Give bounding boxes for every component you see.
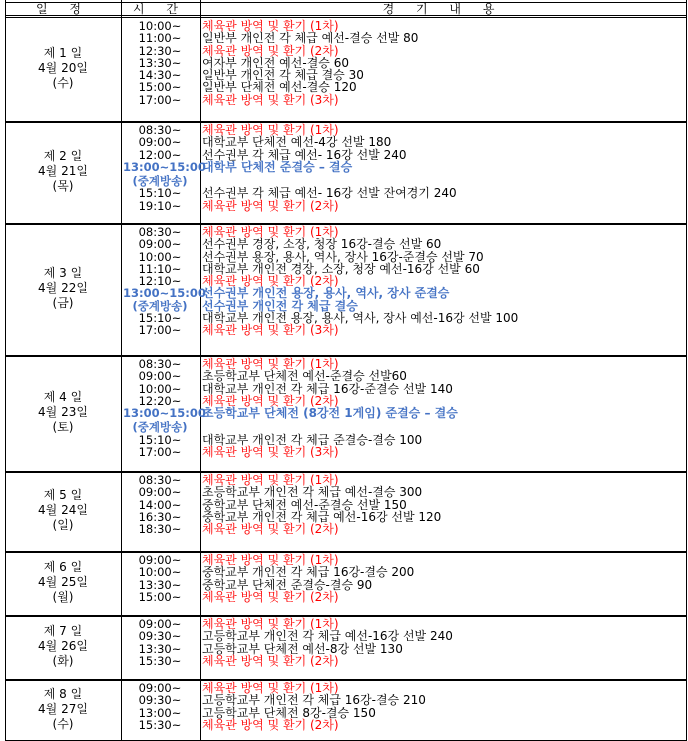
- time-slot: 13:30~: [138, 55, 182, 70]
- header-time: 시 간: [133, 2, 187, 16]
- time-slot: 15:10~: [138, 311, 182, 326]
- disinfection-event: 체육관 방역 및 환기 (1차): [202, 681, 339, 695]
- day-cell: [6, 46, 120, 91]
- time-slot: 14:30~: [138, 68, 182, 83]
- time-slot: (중계방송): [132, 298, 188, 313]
- time-column: [123, 357, 206, 460]
- day-cell: [6, 149, 120, 194]
- time-slot: 09:30~: [138, 629, 182, 644]
- event-column: [202, 554, 684, 603]
- time-slot: 09:00~: [138, 681, 182, 695]
- day-weekday: (일): [52, 518, 74, 532]
- time-slot: 10:00~: [138, 381, 182, 396]
- header-events: 경 기 내 용: [382, 2, 504, 16]
- day-cell: [6, 488, 120, 533]
- time-slot: 14:00~: [138, 497, 182, 512]
- day-weekday: (목): [52, 179, 74, 193]
- time-slot: 13:30~: [138, 641, 182, 656]
- time-slot: 19:10~: [138, 198, 182, 213]
- day-cell: [6, 390, 120, 435]
- day-label: 제 8 일: [43, 686, 83, 701]
- match-event: 중학교부 단체전 준결승-결승 90: [202, 577, 373, 592]
- time-slot: 13:00~: [138, 705, 182, 720]
- event-column: [202, 20, 684, 106]
- time-column: [123, 554, 197, 603]
- time-slot: 08:30~: [138, 225, 182, 239]
- time-slot: 15:00~: [138, 589, 182, 604]
- time-slot: 12:00~: [138, 147, 182, 162]
- time-slot: 09:30~: [138, 693, 182, 708]
- event-column: [202, 618, 684, 667]
- match-event: 중학교부 단체전 예선-준결승 선발 150: [202, 497, 407, 512]
- match-event: 고등학교부 단체전 예선-8강 선발 130: [202, 641, 403, 656]
- match-event: 선수권부 각 체급 예선- 16강 선발 240: [202, 147, 407, 162]
- time-slot: 13:30~: [138, 577, 182, 592]
- match-event: 선수권부 개인전 용장, 용사, 역사, 장사 준결승: [202, 286, 450, 301]
- row-divider: [5, 224, 686, 225]
- time-slot: 13:00~15:00: [123, 159, 206, 174]
- time-slot: 15:10~: [138, 432, 182, 447]
- disinfection-event: 체육관 방역 및 환기 (3차): [202, 323, 339, 338]
- time-slot: 10:00~: [138, 249, 182, 264]
- match-event: 일반부 개인전 각 체급 예선-결승 선발 80: [202, 31, 419, 46]
- time-slot: 09:00~: [138, 237, 182, 252]
- disinfection-event: 체육관 방역 및 환기 (2차): [202, 393, 339, 408]
- event-column: [202, 124, 684, 212]
- row-divider: [5, 122, 686, 123]
- day-label: 제 4 일: [43, 390, 83, 404]
- event-column: [202, 474, 684, 535]
- match-event: 초등학교부 단체전 (8강전 1게임) 준결승 – 결승: [202, 406, 458, 421]
- time-slot: 17:00~: [138, 323, 182, 338]
- time-slot: 09:00~: [138, 617, 182, 631]
- day-date: 4월 26일: [38, 639, 88, 653]
- row-divider: [5, 472, 686, 473]
- day-weekday: (토): [52, 420, 74, 434]
- time-slot: 15:10~: [138, 186, 182, 201]
- match-event: 대학교부 개인전 각 체급 준결승-결승 100: [202, 432, 423, 447]
- day-label: 제 3 일: [43, 266, 83, 280]
- disinfection-event: 체육관 방역 및 환기 (2차): [202, 653, 339, 668]
- time-slot: 08:30~: [138, 473, 182, 487]
- day-date: 4월 21일: [38, 164, 88, 178]
- time-slot: 09:00~: [138, 369, 182, 384]
- time-slot: 13:00~15:00: [123, 406, 206, 421]
- disinfection-event: 체육관 방역 및 환기 (1차): [202, 19, 339, 33]
- event-column: [202, 358, 684, 458]
- time-column: [123, 618, 197, 667]
- match-event: 고등학교부 단체전 8강-결승 150: [202, 705, 376, 720]
- time-slot: (중계방송): [132, 174, 188, 189]
- disinfection-event: 체육관 방역 및 환기 (2차): [202, 589, 339, 604]
- day-weekday: (금): [52, 296, 74, 310]
- match-event: 일반부 개인전 각 체급 결승 30: [202, 68, 364, 83]
- day-weekday: (화): [52, 654, 74, 668]
- match-event: 대학교부 개인전 용장, 용사, 역사, 장사 예선-16강 선발 100: [202, 311, 519, 326]
- day-label: 제 2 일: [43, 149, 83, 163]
- match-event: 초등학교부 단체전 예선-준결승 선발60: [202, 369, 407, 384]
- header-divider: [5, 15, 686, 18]
- time-slot: 17:00~: [138, 445, 182, 460]
- match-event: 중학교부 개인전 각 체급 16강-결승 200: [202, 565, 415, 580]
- day-cell: [6, 266, 120, 311]
- day-date: 4월 27일: [38, 701, 88, 716]
- time-slot: 09:00~: [138, 135, 182, 150]
- column-divider: [200, 0, 201, 741]
- disinfection-event: 체육관 방역 및 환기 (3차): [202, 445, 339, 460]
- row-divider: [5, 680, 686, 681]
- time-slot: 08:30~: [138, 357, 182, 371]
- time-slot: 12:10~: [138, 274, 182, 289]
- time-slot: 15:30~: [138, 653, 182, 668]
- day-label: 제 7 일: [43, 624, 83, 638]
- day-weekday: (수): [52, 76, 74, 90]
- event-column: [202, 682, 684, 731]
- disinfection-event: 체육관 방역 및 환기 (2차): [202, 43, 339, 58]
- time-slot: 11:00~: [138, 31, 182, 46]
- column-divider: [686, 0, 687, 741]
- match-event: 대학교부 개인전 경장, 소장, 청장 예선-16강 선발 60: [202, 261, 480, 276]
- match-event: 일반부 단체전 예선-결승 120: [202, 80, 357, 95]
- disinfection-event: 체육관 방역 및 환기 (1차): [202, 553, 339, 567]
- time-slot: 13:00~15:00: [123, 286, 206, 301]
- day-weekday: (월): [52, 590, 74, 604]
- disinfection-event: 체육관 방역 및 환기 (2차): [202, 522, 339, 537]
- time-slot: 09:00~: [138, 553, 182, 567]
- day-date: 4월 23일: [38, 405, 88, 419]
- match-event: 선수권부 각 체급 예선- 16강 선발 잔여경기 240: [202, 186, 457, 201]
- time-slot: 11:10~: [138, 261, 182, 276]
- day-label: 제 5 일: [43, 488, 83, 502]
- disinfection-event: 체육관 방역 및 환기 (1차): [202, 617, 339, 631]
- time-column: [123, 123, 206, 213]
- match-event: 중학교부 개인전 각 체급 예선-16강 선발 120: [202, 509, 442, 524]
- row-divider: [5, 356, 686, 357]
- match-event: 고등학교부 개인전 각 체급 예선-16강 선발 240: [202, 629, 453, 644]
- day-weekday: (수): [52, 716, 74, 731]
- day-date: 4월 22일: [38, 281, 88, 295]
- match-event: 대학교부 개인전 각 체급 16강-준결승 선발 140: [202, 381, 453, 396]
- disinfection-event: 체육관 방역 및 환기 (2차): [202, 198, 339, 213]
- time-slot: 12:30~: [138, 43, 182, 58]
- match-event: 선수권부 개인전 각 체급 결승: [202, 298, 358, 313]
- time-slot: 10:00~: [138, 19, 182, 33]
- day-cell: [6, 624, 120, 669]
- event-column: [202, 226, 684, 337]
- time-column: [123, 20, 197, 106]
- disinfection-event: 체육관 방역 및 환기 (1차): [202, 357, 339, 371]
- time-slot: 12:20~: [138, 393, 182, 408]
- match-event: 선수권부 용장, 용사, 역사, 장사 16강-준결승 선발 70: [202, 249, 484, 264]
- time-column: [123, 225, 206, 338]
- time-slot: 18:30~: [138, 522, 182, 537]
- disinfection-event: 체육관 방역 및 환기 (1차): [202, 123, 339, 137]
- time-slot: 16:30~: [138, 509, 182, 524]
- match-event: [202, 421, 684, 433]
- disinfection-event: 체육관 방역 및 환기 (2차): [202, 274, 339, 289]
- match-event: 대학부 단체전 준결승 – 결승: [202, 159, 353, 174]
- disinfection-event: 체육관 방역 및 환기 (1차): [202, 225, 339, 239]
- disinfection-event: 체육관 방역 및 환기 (2차): [202, 717, 339, 732]
- match-event: 여자부 개인전 예선-결승 60: [202, 55, 349, 70]
- row-divider: [5, 552, 686, 553]
- match-event: 선수권부 경장, 소장, 청장 16강-결승 선발 60: [202, 237, 442, 252]
- top-border: [5, 2, 686, 3]
- day-label: 제 6 일: [43, 560, 83, 574]
- day-cell: [6, 560, 120, 605]
- match-event: 대학교부 단체전 예선-4강 선발 180: [202, 135, 392, 150]
- day-cell: [6, 687, 120, 732]
- day-label: 제 1 일: [43, 46, 83, 60]
- disinfection-event: 체육관 방역 및 환기 (1차): [202, 473, 339, 487]
- header-date: 일 정: [36, 2, 90, 16]
- match-event: 고등학교부 개인전 각 체급 16강-결승 210: [202, 693, 426, 708]
- time-column: [123, 682, 197, 731]
- day-date: 4월 24일: [38, 503, 88, 517]
- match-event: 초등학교부 개인전 각 체급 예선-결승 300: [202, 485, 423, 500]
- time-slot: 10:00~: [138, 565, 182, 580]
- time-column: [123, 474, 197, 535]
- time-slot: 09:00~: [138, 485, 182, 500]
- time-slot: 17:00~: [138, 92, 182, 107]
- day-date: 4월 25일: [38, 575, 88, 589]
- time-slot: 15:30~: [138, 717, 182, 732]
- disinfection-event: 체육관 방역 및 환기 (3차): [202, 92, 339, 107]
- time-slot: 08:30~: [138, 123, 182, 137]
- column-divider: [121, 0, 122, 741]
- row-divider: [5, 616, 686, 617]
- time-slot: (중계방송): [132, 420, 188, 435]
- day-date: 4월 20일: [38, 61, 88, 75]
- time-slot: 15:00~: [138, 80, 182, 95]
